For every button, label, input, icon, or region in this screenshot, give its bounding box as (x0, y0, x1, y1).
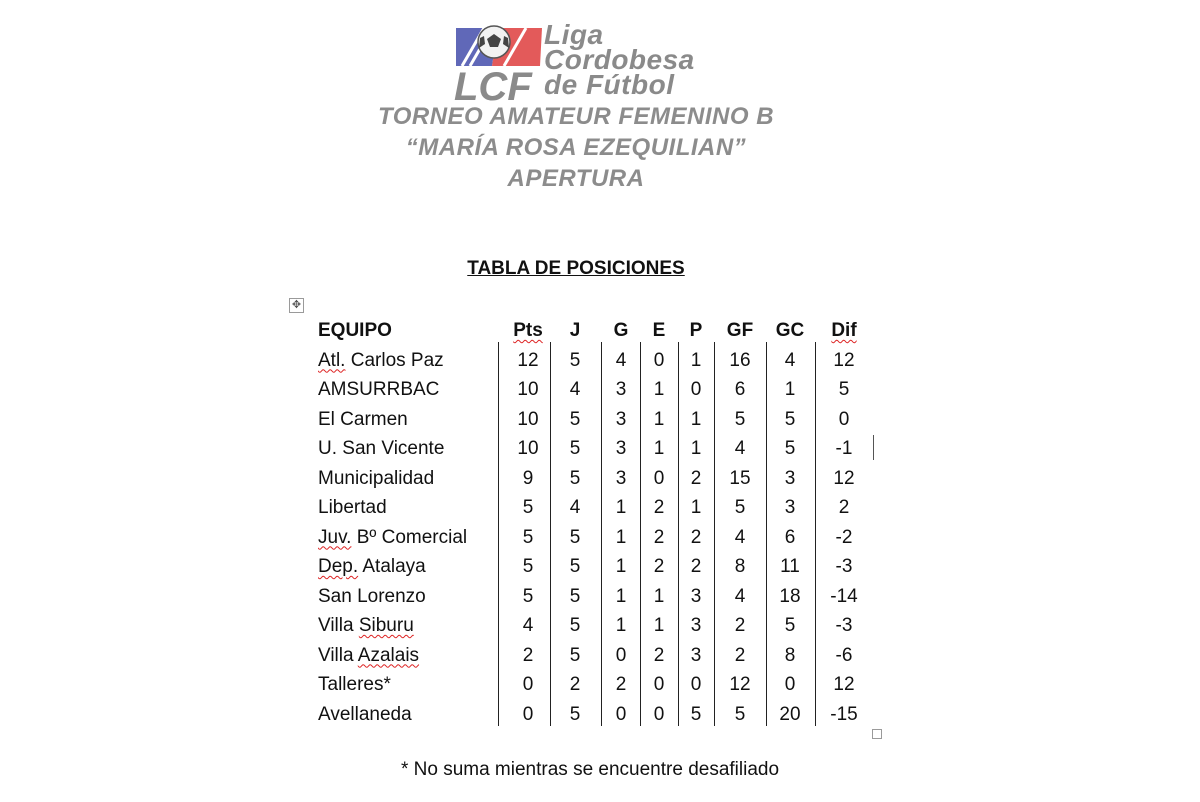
cell-gf: 12 (729, 674, 751, 695)
cell-e: 0 (653, 467, 665, 489)
tournament-phase: APERTURA (507, 165, 645, 192)
column-divider (550, 342, 551, 726)
cell-dif: 0 (838, 408, 850, 430)
cell-pts: 4 (522, 615, 534, 636)
table-row (310, 464, 870, 494)
cell-g: 3 (615, 438, 627, 459)
logo-letters: LCF (454, 65, 532, 104)
logo-line-2: Cordobesa (544, 44, 695, 75)
cell-team: Juv. Bº Comercial (318, 526, 468, 548)
table-header-row (310, 316, 870, 346)
cell-gc: 0 (784, 674, 796, 695)
cell-g: 2 (615, 674, 627, 695)
cell-pts: 0 (522, 703, 534, 725)
table-body (310, 346, 870, 730)
cell-g: 3 (615, 408, 627, 430)
table-row (310, 434, 870, 464)
cell-pts: 12 (517, 349, 539, 371)
cell-p: 0 (690, 674, 702, 695)
cell-gc: 5 (784, 438, 796, 459)
cell-dif: -14 (830, 585, 858, 607)
table-resize-handle-icon[interactable] (872, 729, 882, 739)
cell-gc: 4 (784, 349, 796, 371)
cell-dif: 12 (833, 349, 855, 371)
table-row (310, 670, 870, 700)
table-row (310, 641, 870, 671)
cell-gf: 4 (734, 526, 746, 548)
cell-j: 2 (569, 674, 581, 695)
table-row (310, 375, 870, 405)
table-title: TABLA DE POSICIONES (467, 258, 685, 279)
cell-gc: 8 (784, 644, 796, 666)
cell-e: 1 (653, 438, 665, 459)
cell-p: 1 (690, 438, 702, 459)
cell-pts: 5 (522, 585, 534, 607)
table-row (310, 405, 870, 435)
cell-j: 5 (569, 408, 581, 430)
cell-team: Atl. Carlos Paz (318, 349, 444, 371)
cell-gf: 8 (734, 556, 746, 577)
cell-team: Villa Azalais (318, 644, 420, 666)
cell-p: 0 (690, 379, 702, 400)
soccer-ball-logo-icon (448, 22, 544, 104)
cell-e: 1 (653, 408, 665, 430)
cell-p: 1 (690, 349, 702, 371)
cell-j: 5 (569, 703, 581, 725)
cell-gf: 5 (734, 408, 746, 430)
cell-dif: 2 (838, 497, 850, 518)
cell-team: AMSURRBAC (318, 379, 440, 400)
cell-j: 5 (569, 526, 581, 548)
column-divider (815, 342, 816, 726)
cell-g: 1 (615, 497, 627, 518)
cell-e: 2 (653, 644, 665, 666)
cell-pts: 0 (522, 674, 534, 695)
table-row (310, 582, 870, 612)
cell-j: 5 (569, 467, 581, 489)
cell-g: 1 (615, 556, 627, 577)
cell-p: 2 (690, 467, 702, 489)
logo-line-1: Liga (544, 19, 604, 50)
header-dif: Dif (831, 320, 857, 341)
table-row (310, 346, 870, 376)
header-gf: GF (726, 320, 754, 341)
cell-j: 5 (569, 615, 581, 636)
cell-dif: -15 (830, 703, 858, 725)
header-e: E (652, 320, 666, 341)
cell-p: 3 (690, 615, 702, 636)
cell-e: 1 (653, 379, 665, 400)
cell-g: 0 (615, 703, 627, 725)
cell-pts: 10 (517, 379, 539, 400)
column-divider (640, 342, 641, 726)
cell-gf: 5 (734, 703, 746, 725)
cell-dif: -3 (835, 615, 853, 636)
cell-p: 1 (690, 497, 702, 518)
logo-wordmark (544, 19, 695, 100)
cell-gc: 11 (780, 556, 800, 577)
cell-j: 4 (569, 497, 581, 518)
column-divider (714, 342, 715, 726)
cell-gf: 4 (734, 438, 746, 459)
logo-line-3: de Fútbol (544, 69, 675, 100)
table-row (310, 493, 870, 523)
cell-gc: 3 (784, 467, 796, 489)
cell-team: Dep. Atalaya (318, 556, 426, 577)
cell-pts: 9 (522, 467, 534, 489)
cell-g: 1 (615, 585, 627, 607)
cell-dif: 12 (833, 467, 855, 489)
cell-j: 5 (569, 556, 581, 577)
cell-e: 0 (653, 349, 665, 371)
column-divider (678, 342, 679, 726)
cell-pts: 5 (522, 556, 534, 577)
table-row (310, 552, 870, 582)
cell-p: 2 (690, 526, 702, 548)
cell-g: 3 (615, 379, 627, 400)
cell-g: 3 (615, 467, 627, 489)
footnote: * No suma mientras se encuentre desafiliado (400, 759, 780, 780)
cell-gc: 5 (784, 408, 796, 430)
cell-team: Municipalidad (318, 467, 435, 489)
cell-team: Avellaneda (318, 703, 412, 725)
cell-j: 4 (569, 379, 581, 400)
cell-pts: 5 (522, 497, 534, 518)
cell-dif: -2 (835, 526, 853, 548)
cell-g: 4 (615, 349, 627, 371)
cell-dif: 5 (838, 379, 850, 400)
text-cursor (873, 435, 874, 460)
cell-team: San Lorenzo (318, 585, 426, 607)
cell-gc: 6 (784, 526, 796, 548)
cell-e: 2 (653, 556, 665, 577)
tournament-title: TORNEO AMATEUR FEMENINO B (377, 103, 775, 130)
cell-team: El Carmen (318, 408, 408, 430)
cell-pts: 10 (517, 438, 539, 459)
cell-dif: -6 (835, 644, 853, 666)
cell-dif: -3 (835, 556, 853, 577)
cell-p: 3 (690, 644, 702, 666)
cell-e: 2 (653, 497, 665, 518)
cell-dif: 12 (833, 674, 855, 695)
column-divider (601, 342, 602, 726)
cell-team: Villa Siburu (318, 615, 414, 636)
cell-gf: 5 (734, 497, 746, 518)
table-row (310, 523, 870, 553)
cell-gc: 18 (779, 585, 801, 607)
table-row (310, 700, 870, 730)
header-g: G (613, 320, 629, 341)
cell-e: 1 (653, 585, 665, 607)
header-team: EQUIPO (318, 320, 392, 341)
cell-p: 1 (690, 408, 702, 430)
cell-gc: 1 (784, 379, 796, 400)
cell-g: 1 (615, 615, 627, 636)
cell-j: 5 (569, 644, 581, 666)
tournament-name: “MARÍA ROSA EZEQUILIAN” (405, 134, 747, 161)
cell-p: 3 (690, 585, 702, 607)
cell-j: 5 (569, 585, 581, 607)
cell-gf: 16 (729, 349, 751, 371)
column-divider (498, 342, 499, 726)
table-move-handle-icon[interactable]: ✥ (289, 298, 304, 313)
cell-team: U. San Vicente (318, 438, 445, 459)
cell-g: 0 (615, 644, 627, 666)
cell-p: 2 (690, 556, 702, 577)
cell-dif: -1 (835, 438, 853, 459)
cell-gf: 15 (729, 467, 751, 489)
cell-pts: 2 (522, 644, 534, 666)
cell-gf: 2 (734, 615, 746, 636)
cell-j: 5 (569, 438, 581, 459)
cell-gf: 2 (734, 644, 746, 666)
cell-gc: 20 (779, 703, 801, 725)
cell-e: 0 (653, 703, 665, 725)
cell-j: 5 (569, 349, 581, 371)
cell-g: 1 (615, 526, 627, 548)
header-gc: GC (775, 320, 805, 341)
header-j: J (569, 320, 581, 341)
cell-team: Libertad (318, 497, 387, 518)
cell-pts: 10 (517, 408, 539, 430)
cell-gc: 5 (784, 615, 796, 636)
header-pts: Pts (513, 320, 543, 341)
cell-gf: 6 (734, 379, 746, 400)
table-row (310, 611, 870, 641)
cell-gc: 3 (784, 497, 796, 518)
column-divider (766, 342, 767, 726)
header-p: P (689, 320, 703, 341)
cell-pts: 5 (522, 526, 534, 548)
cell-e: 1 (653, 615, 665, 636)
cell-p: 5 (690, 703, 702, 725)
cell-team: Talleres* (318, 674, 391, 695)
cell-e: 0 (653, 674, 665, 695)
cell-e: 2 (653, 526, 665, 548)
standings-table (310, 316, 870, 729)
league-logo (448, 19, 718, 106)
cell-gf: 4 (734, 585, 746, 607)
